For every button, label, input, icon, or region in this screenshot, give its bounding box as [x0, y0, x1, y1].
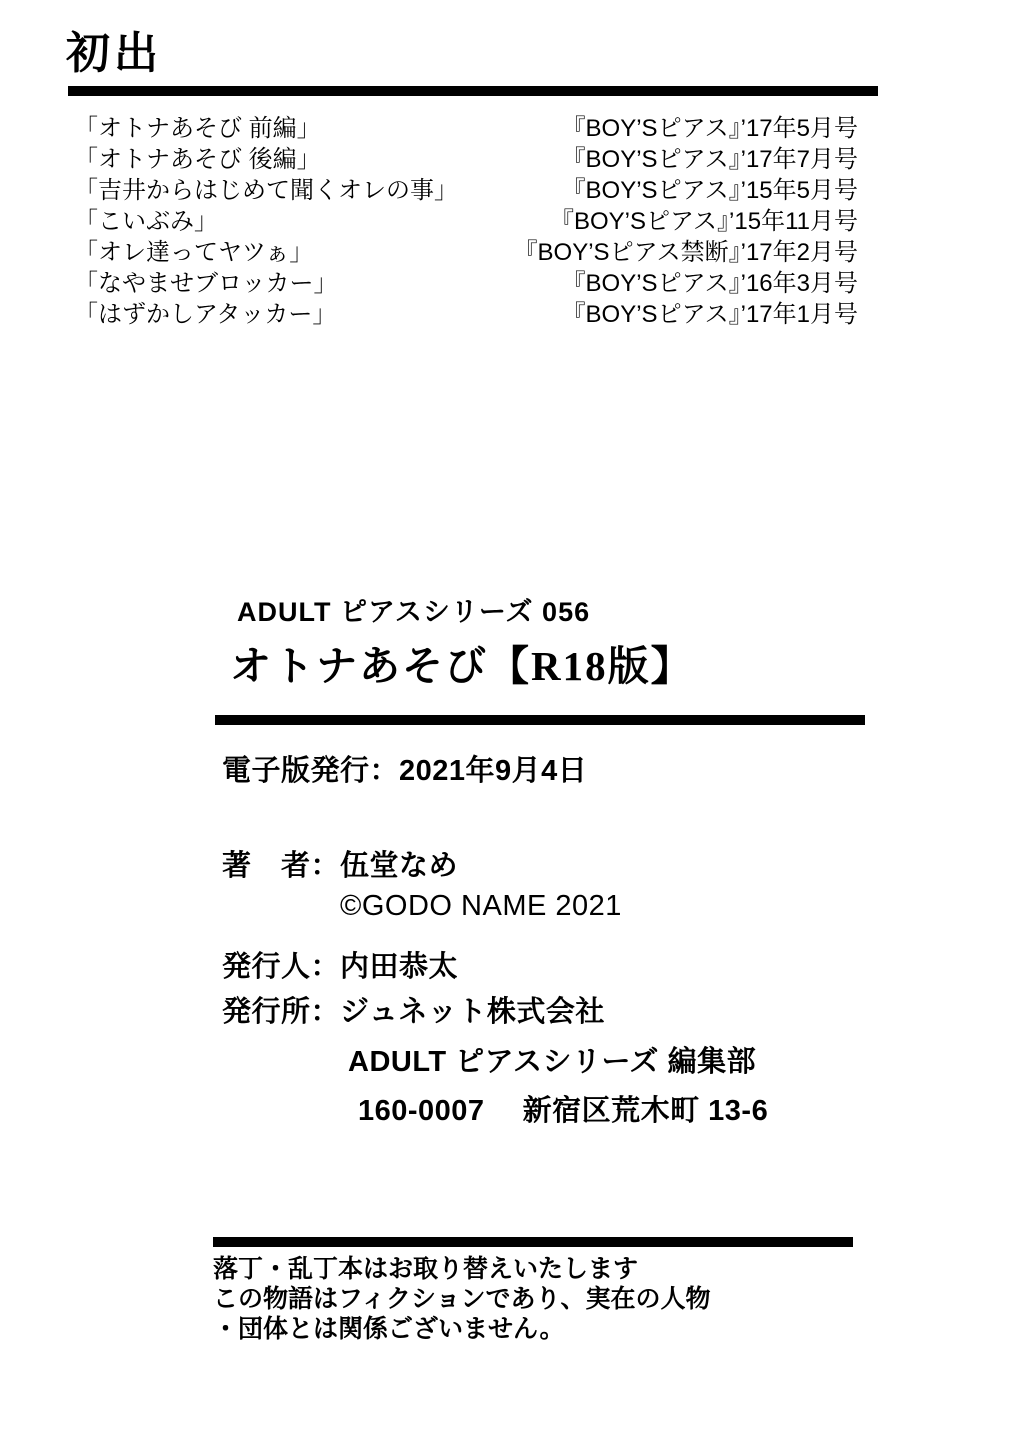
publication-row: [74, 113, 858, 144]
notice-line-3: ・団体とは関係ございません。: [213, 1315, 565, 1343]
magazine-issue: 『BOY’Sピアス』’17年1月号: [561, 301, 858, 328]
publication-row: [74, 144, 858, 175]
chapter-title: 「こいぶみ」: [74, 208, 218, 235]
digital-edition-line: 電子版発行：2021年9月4日: [222, 755, 588, 787]
title-rule: [215, 715, 865, 725]
publication-row: [74, 237, 858, 268]
copyright-line: ©GODO NAME 2021: [340, 890, 622, 922]
chapter-title: 「はずかしアタッカー」: [74, 301, 337, 328]
chapter-title: 「オトナあそび 後編」: [74, 146, 321, 173]
magazine-issue: 『BOY’Sピアス』’17年7月号: [561, 146, 858, 173]
magazine-issue: 『BOY’Sピアス』’15年5月号: [561, 177, 858, 204]
first-publication-list: [74, 113, 858, 330]
magazine-issue: 『BOY’Sピアス』’17年5月号: [561, 115, 858, 142]
chapter-title: 「オレ達ってヤツぁ」: [74, 239, 314, 266]
chapter-title: 「オトナあそび 前編」: [74, 115, 321, 142]
series-label: ADULT ピアスシリーズ 056: [237, 597, 591, 627]
footer-notice: [213, 1254, 711, 1344]
magazine-issue: 『BOY’Sピアス』’15年11月号: [549, 208, 858, 235]
magazine-issue: 『BOY’Sピアス禁断』’17年2月号: [513, 239, 858, 266]
magazine-issue: 『BOY’Sピアス』’16年3月号: [561, 270, 858, 297]
publication-row: [74, 206, 858, 237]
editorial-dept-line: ADULT ピアスシリーズ 編集部: [348, 1046, 757, 1078]
page-title: 初出: [66, 29, 162, 78]
publisher-person-line: 発行人：内田恭太: [222, 951, 459, 983]
author-line: 著 者：伍堂なめ: [222, 850, 459, 882]
book-title: オトナあそび【R18版】: [230, 643, 694, 689]
publication-row: [74, 299, 858, 330]
notice-line-2: この物語はフィクションであり、実在の人物: [213, 1285, 711, 1313]
publication-row: [74, 175, 858, 206]
publishing-office-line: 発行所：ジュネット株式会社: [222, 996, 605, 1028]
publication-row: [74, 268, 858, 299]
heading-rule: [68, 86, 878, 96]
notice-line-1: 落丁・乱丁本はお取り替えいたします: [213, 1255, 639, 1283]
footer-rule: [213, 1237, 853, 1247]
address-line: 160-0007 新宿区荒木町 13-6: [358, 1095, 769, 1127]
chapter-title: 「なやませブロッカー」: [74, 270, 338, 297]
chapter-title: 「吉井からはじめて聞くオレの事」: [74, 177, 458, 204]
